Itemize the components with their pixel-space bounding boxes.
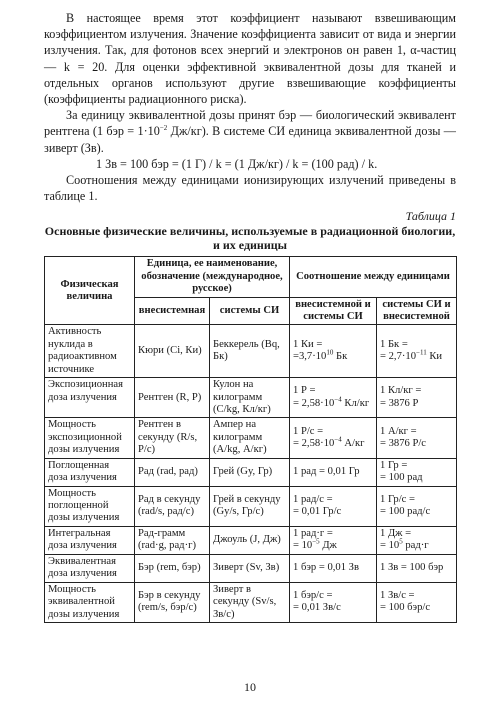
relation-line-2 xyxy=(380,438,453,450)
relation-line-2 xyxy=(380,602,453,614)
relation-exponent: −4 xyxy=(334,435,342,444)
relation-line-2 xyxy=(380,537,453,552)
header-si: системы СИ xyxy=(210,297,290,325)
table-row xyxy=(45,486,457,526)
cell-non-to-si xyxy=(290,554,377,582)
cell-quantity: Мощность экспозиционной дозы излучения xyxy=(45,418,135,458)
relation-line-1: 1 Гр/с = xyxy=(380,493,415,505)
relation-exponent: −5 xyxy=(312,537,320,546)
cell-si-to-non xyxy=(377,418,457,458)
cell-non-to-si xyxy=(290,582,377,622)
relation-line-1: 1 Зв = 100 бэр xyxy=(380,562,444,574)
relation-line-1: 1 Бк = xyxy=(380,338,408,350)
cell-non-to-si xyxy=(290,378,377,418)
cell-quantity: Поглощенная доза излучения xyxy=(45,458,135,486)
relation-unit: рад·г xyxy=(402,540,429,552)
cell-non-to-si xyxy=(290,458,377,486)
cell-si-to-non xyxy=(377,582,457,622)
relation-value: = 2,7·10 xyxy=(380,351,416,363)
cell-si-unit: Зиверт (Sv, Зв) xyxy=(210,554,290,582)
sievert-formula: 1 Зв = 100 бэр = (1 Г) / k = (1 Дж/кг) / k = (100 рад) / k. xyxy=(96,156,378,171)
relation-value: = 10 xyxy=(293,540,313,552)
cell-si-to-non xyxy=(377,486,457,526)
table-row xyxy=(45,554,457,582)
cell-non-system-unit: Бэр в секунду (rem/s, бэр/с) xyxy=(135,582,210,622)
cell-si-to-non xyxy=(377,458,457,486)
relation-line-1: 1 рад·г = xyxy=(293,527,333,539)
relation-line-1: 1 Дж = xyxy=(380,527,412,539)
cell-non-system-unit: Рад (rad, рад) xyxy=(135,458,210,486)
cell-quantity: Экспозиционная доза излучения xyxy=(45,378,135,418)
relation-line-1: 1 бэр/с = xyxy=(293,589,333,601)
header-non-to-si: внесистемной и системы СИ xyxy=(290,297,377,325)
relation-exponent: 10 xyxy=(326,348,334,357)
relation-unit: Бк xyxy=(333,351,348,363)
relation-line-1: 1 А/кг = xyxy=(380,425,417,437)
table-row xyxy=(45,418,457,458)
header-non-system: внесистемная xyxy=(135,297,210,325)
relation-exponent: −4 xyxy=(334,395,342,404)
cell-quantity: Мощность поглощенной дозы излучения xyxy=(45,486,135,526)
relation-unit: Дж xyxy=(319,540,337,552)
cell-si-unit: Грей (Gy, Гр) xyxy=(210,458,290,486)
cell-si-to-non xyxy=(377,526,457,554)
relation-unit: А/кг xyxy=(341,437,365,449)
relation-line-2 xyxy=(293,537,373,552)
cell-si-to-non xyxy=(377,554,457,582)
table-body xyxy=(45,325,457,623)
relation-line-2 xyxy=(293,435,373,450)
relation-line-2 xyxy=(293,506,373,518)
relation-value: = 3876 Р/с xyxy=(380,437,426,449)
relation-exponent: 5 xyxy=(399,537,403,546)
paragraph-table-reference: Соотношения между единицами ионизирующих излучений приведены в таблице 1. xyxy=(44,173,456,204)
header-si-to-non: системы СИ и внесистемной xyxy=(377,297,457,325)
header-relation-group: Соотношение между единицами xyxy=(290,257,457,297)
cell-quantity: Эквивалентная доза излучения xyxy=(45,554,135,582)
relation-line-1: 1 рад = 0,01 Гр xyxy=(293,465,360,477)
relation-line-2 xyxy=(293,395,373,410)
relation-line-1: 1 бэр = 0,01 Зв xyxy=(293,562,359,574)
relation-line-1: 1 Гр = xyxy=(380,459,408,471)
cell-non-system-unit: Бэр (rem, бэр) xyxy=(135,554,210,582)
relation-value: = 0,01 Гр/с xyxy=(293,506,342,518)
relation-value: = 2,58·10 xyxy=(293,397,335,409)
relation-line-2 xyxy=(293,602,373,614)
relation-line-1: 1 Р = xyxy=(293,385,316,397)
cell-quantity: Активность нуклида в радиоактивном источнике xyxy=(45,325,135,378)
relation-line-1: 1 Ки = xyxy=(293,338,323,350)
relation-line-2 xyxy=(380,506,453,518)
rem-exponent: −2 xyxy=(159,124,168,133)
relation-line-2 xyxy=(380,348,453,363)
header-units-group: Единица, ее наименование, обозначение (международное, русское) xyxy=(135,257,290,297)
cell-non-to-si xyxy=(290,418,377,458)
relation-exponent: −11 xyxy=(416,348,427,357)
relation-line-2 xyxy=(293,348,373,363)
cell-si-unit: Джоуль (J, Дж) xyxy=(210,526,290,554)
cell-si-unit: Грей в секунду (Gy/s, Гр/с) xyxy=(210,486,290,526)
relation-line-2 xyxy=(380,472,453,484)
cell-non-to-si xyxy=(290,325,377,378)
cell-non-system-unit: Рентген в секунду (R/s, Р/с) xyxy=(135,418,210,458)
cell-quantity: Интегральная доза излучения xyxy=(45,526,135,554)
relation-value: = 100 рад/с xyxy=(380,506,431,518)
cell-quantity: Мощность эквивалентной дозы излучения xyxy=(45,582,135,622)
table-title: Основные физические величины, используемые в радиационной биологии, и их единицы xyxy=(44,224,456,253)
relation-unit: Ки xyxy=(426,351,443,363)
cell-non-system-unit: Рад-грамм (rad·g, рад·г) xyxy=(135,526,210,554)
relation-value: = 100 рад xyxy=(380,472,423,484)
header-quantity: Физическая величина xyxy=(45,257,135,325)
relation-line-1: 1 Р/с = xyxy=(293,425,324,437)
paragraph-weighting-coefficient: В настоящее время этот коэффициент называют взвешивающим коэффициентом излучения. Значение коэффициента зависит от вида и энергии излучения. Так, для фотонов всех энергий и электронов он равен 1, α-частиц — k = 20. Для оценки эффективной эквивалентной дозы для тканей и отдельных органов используют другие взвешивающие коэффициенты (коэффициенты радиационного риска). xyxy=(44,11,456,107)
cell-si-unit: Зиверт в секунду (Sv/s, Зв/с) xyxy=(210,582,290,622)
relation-value: = 3876 Р xyxy=(380,397,419,409)
relation-unit: Кл/кг xyxy=(341,397,370,409)
table-row xyxy=(45,526,457,554)
cell-non-to-si xyxy=(290,526,377,554)
table-caption: Таблица 1 xyxy=(405,209,456,224)
paragraph-rem-unit xyxy=(44,107,456,156)
cell-si-unit: Ампер на килограмм (A/kg, А/кг) xyxy=(210,418,290,458)
rem-text-start: За единицу эквивалентной дозы принят бэр — биологический эквивалент рентгена (1 бэр = 1·10 xyxy=(44,108,456,139)
relation-line-1: 1 рад/с = xyxy=(293,493,333,505)
table-row xyxy=(45,325,457,378)
document-page xyxy=(44,10,456,623)
relation-value: = 10 xyxy=(380,540,400,552)
cell-si-unit: Кулон на килограмм (C/kg, Кл/кг) xyxy=(210,378,290,418)
rem-text-end: Дж/кг). В системе СИ единица эквивалентной дозы — зиверт (Зв). xyxy=(44,124,456,155)
cell-si-unit: Беккерель (Bq, Бк) xyxy=(210,325,290,378)
relation-value: =3,7·10 xyxy=(293,351,327,363)
page-number: 10 xyxy=(244,680,256,694)
relation-line-1: 1 Кл/кг = xyxy=(380,385,422,397)
relation-line-1: 1 Зв/с = xyxy=(380,589,415,601)
relation-value: = 2,58·10 xyxy=(293,437,335,449)
units-table xyxy=(44,256,457,623)
relation-value: = 100 бэр/с xyxy=(380,602,431,614)
table-row xyxy=(45,582,457,622)
relation-line-2 xyxy=(380,398,453,410)
cell-non-system-unit: Рентген (R, Р) xyxy=(135,378,210,418)
table-row xyxy=(45,458,457,486)
cell-si-to-non xyxy=(377,325,457,378)
cell-si-to-non xyxy=(377,378,457,418)
table-row xyxy=(45,378,457,418)
cell-non-to-si xyxy=(290,486,377,526)
cell-non-system-unit: Кюри (Ci, Ки) xyxy=(135,325,210,378)
cell-non-system-unit: Рад в секунду (rad/s, рад/с) xyxy=(135,486,210,526)
relation-value: = 0,01 Зв/с xyxy=(293,602,341,614)
